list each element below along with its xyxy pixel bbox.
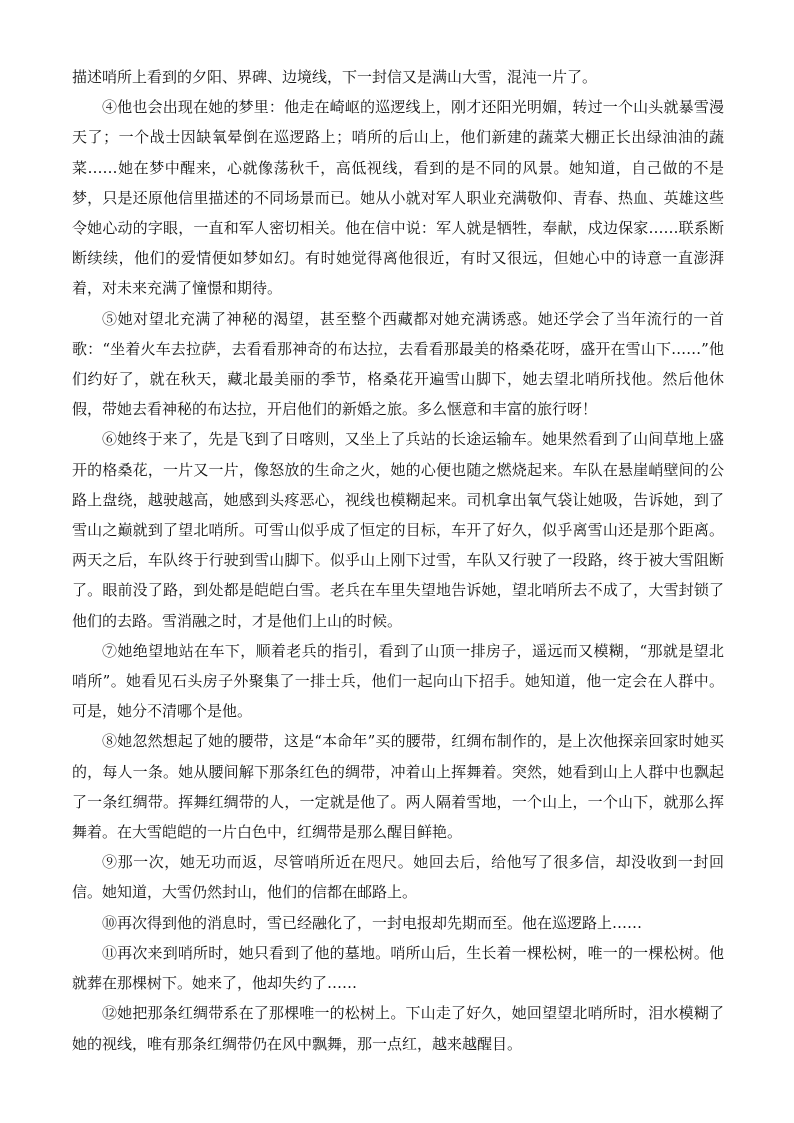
paragraph-8: ⑧她忽然想起了她的腰带，这是“本命年”买的腰带，红绸布制作的，是上次他探亲回家时她买的，每人一条。她从腰间解下那条红色的绸带，冲着山上挥舞着。突然，她看到山上人群中也飘起了一条红绸带。挥舞红绸带的人，一定就是他了。两人隔着雪地，一个山上，一个山下，就那么挥舞着。在大雪皑皑的一片白色中，红绸带是那么醒目鲜艳。 — [72, 732, 724, 842]
paragraph-11: ⑪再次来到哨所时，她只看到了他的墓地。哨所山后，生长着一棵松树，唯一的一棵松树。他就葬在那棵树下。她来了，他却失约了…… — [72, 943, 724, 993]
paragraph-9: ⑨那一次，她无功而返，尽管哨所近在咫尺。她回去后，给他写了很多信，却没收到一封回信。她知道，大雪仍然封山，他们的信都在邮路上。 — [72, 853, 724, 902]
paragraph-5: ⑤她对望北充满了神秘的渴望，甚至整个西藏都对她充满诱惑。她还学会了当年流行的一首歌：“坐着火车去拉萨，去看看那神奇的布达拉，去看看那最美的格桑花呀，盛开在雪山下……”他们约好了，就在秋天，藏北最美丽的季节，格桑花开遍雪山脚下，她去望北哨所找他。然后他休假，带她去看神秘的布达拉，开启他们的新婚之旅。多么惬意和丰富的旅行呀！ — [72, 309, 724, 419]
document-body — [72, 62, 724, 1059]
paragraph-12: ⑫她把那条红绸带系在了那棵唯一的松树上。下山走了好久，她回望望北哨所时，泪水模糊了她的视线，唯有那条红绸带仍在风中飘舞，那一点红，越来越醒目。 — [72, 1004, 724, 1053]
paragraph-6: ⑥她终于来了，先是飞到了日喀则，又坐上了兵站的长途运输车。她果然看到了山间草地上盛开的格桑花，一片又一片，像怒放的生命之火，她的心便也随之燃烧起来。车队在悬崖峭壁间的公路上盘绕，越驶越高，她感到头疼恶心，视线也模糊起来。司机拿出氧气袋让她吸，告诉她，到了雪山之巅就到了望北哨所。可雪山似乎成了恒定的目标，车开了好久，似乎离雪山还是那个距离。两天之后，车队终于行驶到雪山脚下。似乎山上刚下过雪，车队又行驶了一段路，终于被大雪阻断了。眼前没了路，到处都是皑皑白雪。老兵在车里失望地告诉她，望北哨所去不成了，大雪封锁了他们的去路。雪消融之时，才是他们上山的时候。 — [72, 430, 724, 630]
paragraph-4: ④他也会出现在她的梦里：他走在崎岖的巡逻线上，刚才还阳光明媚，转过一个山头就暴雪漫天了；一个战士因缺氧晕倒在巡逻路上；哨所的后山上，他们新建的蔬菜大棚正长出绿油油的蔬菜……她在梦中醒来，心就像荡秋千，高低视线，看到的是不同的风景。她知道，自己做的不是梦，只是还原他信里描述的不同场景而已。她从小就对军人职业充满敬仰、青春、热血、英雄这些令她心动的字眼，一直和军人密切相关。他在信中说：军人就是牺牲，奉献，戍边保家……联系断断续续，他们的爱情便如梦如幻。有时她觉得离他很近，有时又很远，但她心中的诗意一直澎湃着，对未来充满了憧憬和期待。 — [72, 98, 724, 298]
paragraph-10: ⑩再次得到他的消息时，雪已经融化了，一封电报却先期而至。他在巡逻路上…… — [102, 913, 643, 932]
paragraph-7: ⑦她绝望地站在车下，顺着老兵的指引，看到了山顶一排房子，遥远而又模糊，“那就是望北哨所”。她看见石头房子外聚集了一排士兵，他们一起向山下招手。她知道，他一定会在人群中。可是，她分不清哪个是他。 — [72, 641, 724, 721]
paragraph-1: 描述哨所上看到的夕阳、界碑、边境线，下一封信又是满山大雪，混沌一片了。 — [72, 68, 598, 86]
